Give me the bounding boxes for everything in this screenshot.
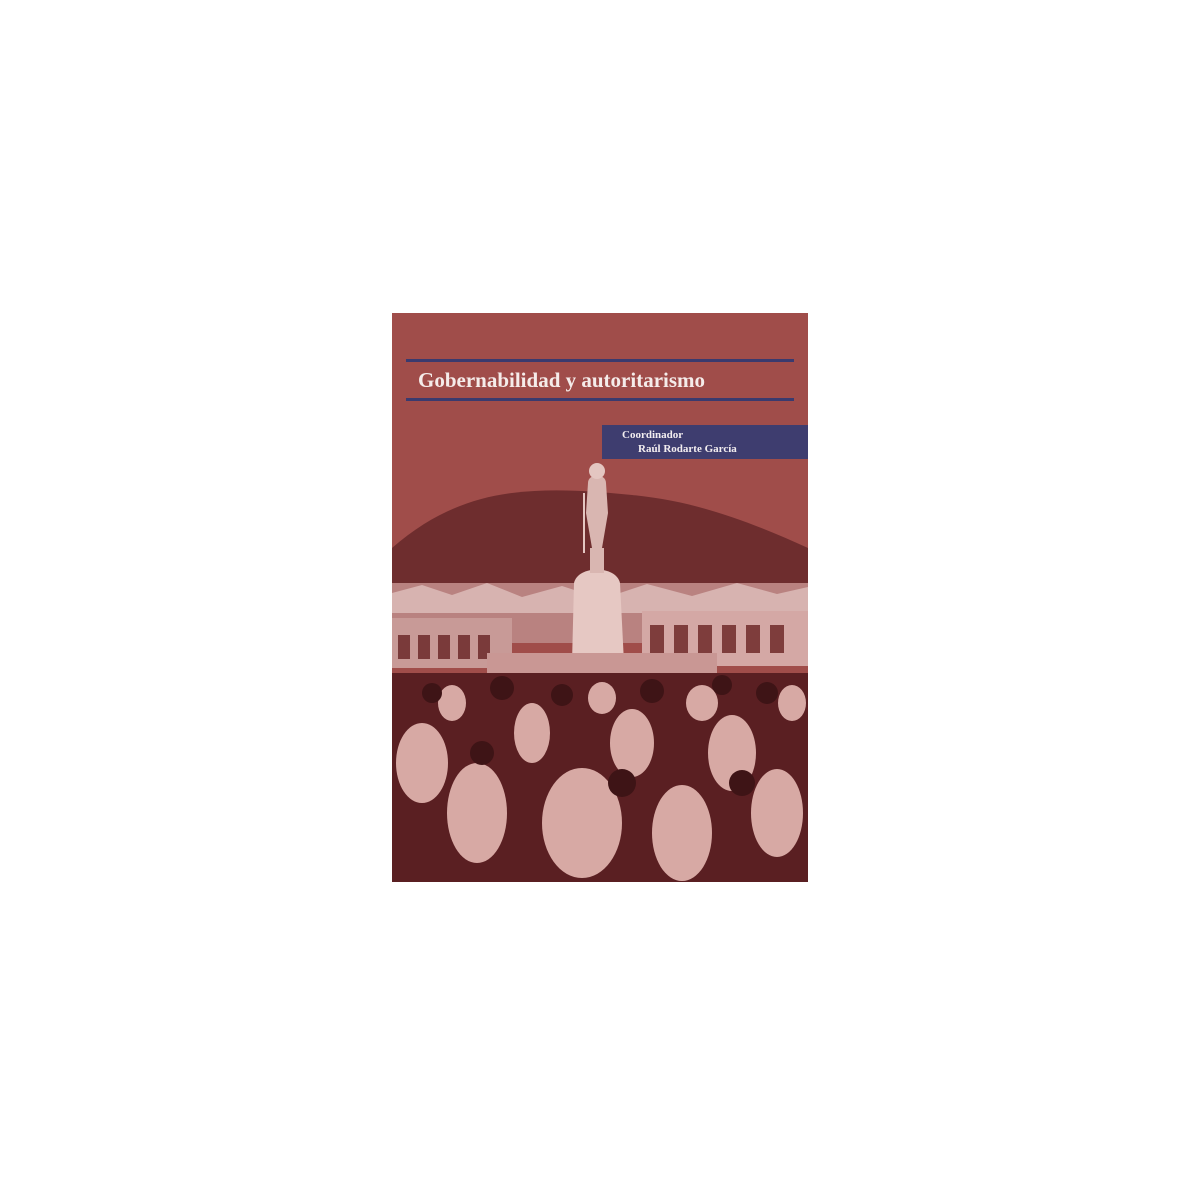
coordinator-label: Coordinador bbox=[622, 429, 684, 441]
monument-pedestal bbox=[572, 570, 624, 664]
coordinator-box bbox=[602, 425, 808, 459]
book-cover bbox=[392, 313, 808, 882]
book-title: Gobernabilidad y autoritarismo bbox=[418, 368, 706, 392]
title-band bbox=[406, 359, 794, 401]
coordinator-name: Raúl Rodarte García bbox=[638, 443, 737, 455]
